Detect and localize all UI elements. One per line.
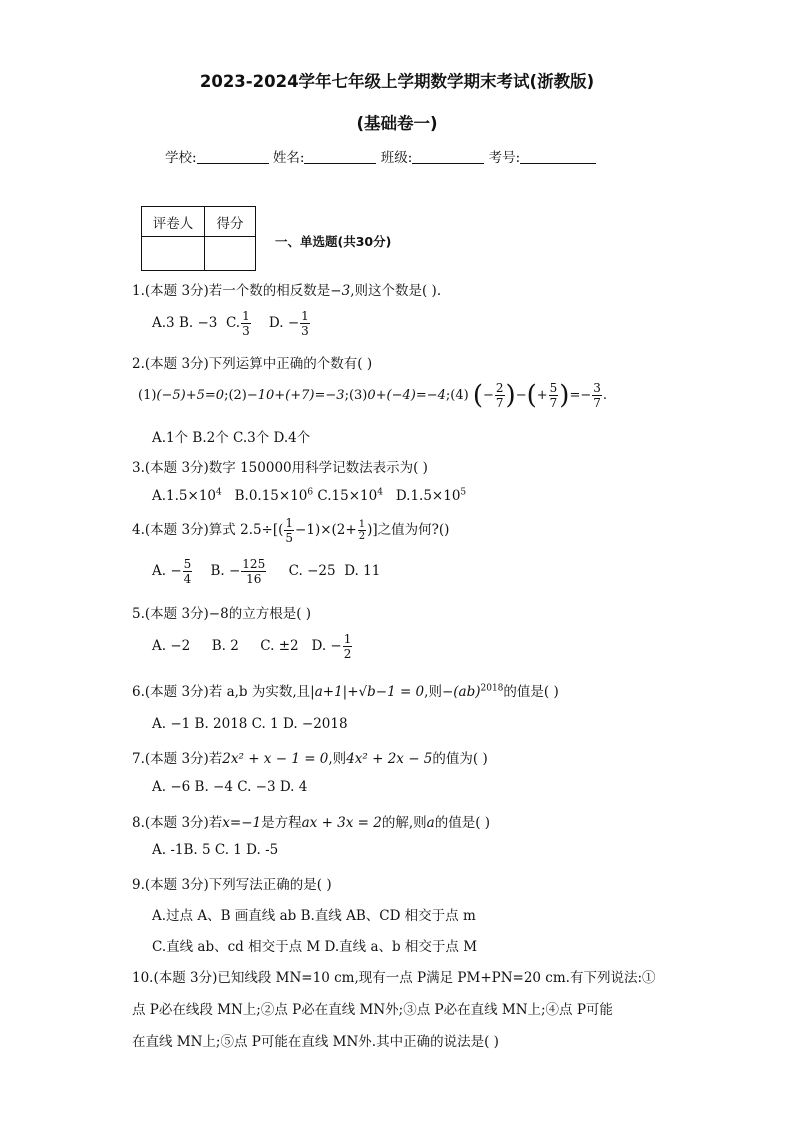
page-subtitle: (基础卷一): [356, 114, 438, 133]
q4-option-b[interactable]: B. − $\frac{125}{16}$: [210, 557, 266, 586]
q3-option-d[interactable]: $D.1.5\times 10^5$: [395, 487, 467, 504]
q5-option-a[interactable]: A. −2: [152, 638, 191, 654]
question-4-stem: 4.(本题 3分)算式 2.5÷[( $\frac{1}{5}$ −1)×(2+ $\frac{1}{2}$ )]之值为何?(): [132, 516, 450, 545]
q1-option-d-fraction: $\frac{1}{3}$: [301, 309, 309, 338]
q1-option-d[interactable]: D. −: [268, 315, 300, 331]
q7-math-2: 4x² + 2x − 5: [346, 751, 433, 767]
question-10-line-1: 10.(本题 3分)已知线段 MN=10 cm,现有一点 P满足 PM+PN=20 cm.有下列说法:①: [132, 970, 656, 986]
q5-option-b[interactable]: B. 2: [211, 638, 239, 654]
q5-option-d[interactable]: D. − $\frac{1}{2}$: [311, 632, 352, 661]
question-5-stem: 5.(本题 3分)−8的立方根是( ): [132, 606, 312, 622]
score-table: [141, 206, 256, 271]
q1-text-end: ,则这个数是( ).: [350, 283, 442, 299]
class-label: 班级:: [380, 150, 413, 166]
question-10-line-2: 点 P必在线段 MN上;②点 P必在直线 MN外;③点 P必在直线 MN上;④点 P可能: [132, 1002, 613, 1018]
q2-expr-1: (−5)+5=0: [156, 388, 225, 403]
q1-option-c[interactable]: C.: [225, 315, 241, 331]
question-9-options-row-2[interactable]: C.直线 ab、cd 相交于点 M D.直线 a、b 相交于点 M: [152, 939, 478, 955]
number-field[interactable]: [520, 149, 596, 164]
question-1-options: [152, 309, 311, 338]
question-2-items: (1)(−5)+5=0;(2)−10+(+7)=−3;(3)0+(−4)=−4;(4) (− $\frac{2}{7}$ )−(+ $\frac{5}{7}$ )=− $\frac{3}{7}$ .: [138, 380, 608, 411]
name-label: 姓名:: [272, 150, 305, 166]
question-6-options[interactable]: A. −1 B. 2018 C. 1 D. −2018: [152, 716, 348, 732]
section-heading: 一、单选题(共30分): [275, 234, 392, 249]
q7-math-1: 2x² + x − 1 = 0: [222, 751, 329, 767]
q3-option-a[interactable]: $A.1.5\times 10^4$: [152, 487, 222, 504]
q6-math-condition: |a+1|+√b−1 = 0: [310, 684, 425, 700]
score-cell[interactable]: [205, 237, 256, 271]
score-header: 得分: [205, 207, 256, 237]
q4-option-d[interactable]: D. 11: [344, 563, 381, 579]
school-field[interactable]: [197, 149, 269, 164]
q6-math-expression: −(ab): [441, 684, 481, 700]
school-label: 学校:: [165, 150, 197, 166]
q5-option-c[interactable]: C. ±2: [260, 638, 299, 654]
question-1-stem: [132, 279, 441, 299]
question-7-options[interactable]: A. −6 B. −4 C. −3 D. 4: [152, 779, 308, 795]
grader-cell[interactable]: [142, 237, 205, 271]
question-9-stem: 9.(本题 3分)下列写法正确的是( ): [132, 877, 332, 893]
q4-option-a[interactable]: A. − $\frac{5}{4}$: [152, 557, 192, 586]
number-label: 考号:: [488, 150, 521, 166]
q1-option-c-fraction: $\frac{1}{3}$: [242, 309, 250, 338]
question-5-options: [152, 632, 353, 661]
question-7-stem: 7.(本题 3分)若2x² + x − 1 = 0,则4x² + 2x − 5的值为( ): [132, 751, 488, 767]
q3-option-b[interactable]: $B.0.15\times 10^6$: [234, 487, 314, 504]
student-info-line: [165, 146, 596, 166]
question-8-stem: 8.(本题 3分)若x=−1是方程ax + 3x = 2的解,则a的值是( ): [132, 815, 491, 831]
class-field[interactable]: [412, 149, 484, 164]
q1-option-b[interactable]: B. −3: [178, 315, 218, 331]
question-9-options-row-1[interactable]: A.过点 A、B 画直线 ab B.直线 AB、CD 相交于点 m: [152, 908, 476, 924]
page-title: 2023-2024学年七年级上学期数学期末考试(浙教版): [199, 72, 595, 91]
q1-text: 1.(本题 3分)若一个数的相反数是: [132, 283, 331, 299]
question-3-stem: 3.(本题 3分)数字 150000用科学记数法表示为( ): [132, 460, 428, 476]
q2-expr-3: 0+(−4)=−4: [367, 388, 446, 403]
q1-option-a[interactable]: A.3: [152, 315, 175, 331]
q4-option-c[interactable]: C. −25: [288, 563, 336, 579]
q1-math: −3: [330, 283, 351, 299]
question-2-options[interactable]: A.1个 B.2个 C.3个 D.4个: [152, 430, 311, 446]
question-2-stem: 2.(本题 3分)下列运算中正确的个数有( ): [132, 356, 373, 372]
question-8-options[interactable]: A. -1B. 5 C. 1 D. -5: [152, 842, 279, 858]
q2-expr-2: −10+(+7)=−3: [246, 388, 345, 403]
question-6-stem: 6.(本题 3分)若 a,b 为实数,且|a+1|+√b−1 = 0,则−(ab)$^{2018}$的值是( ): [132, 683, 559, 700]
name-field[interactable]: [304, 149, 376, 164]
question-4-options: [152, 557, 380, 586]
grader-header: 评卷人: [142, 207, 205, 237]
question-3-options: [152, 487, 466, 504]
question-10-line-3: 在直线 MN上;⑤点 P可能在直线 MN外.其中正确的说法是( ): [132, 1034, 499, 1050]
q3-option-c[interactable]: $C.15\times 10^4$: [317, 487, 383, 504]
q2-expr-4: (− $\frac{2}{7}$ )−(+ $\frac{5}{7}$ )=− $\frac{3}{7}$ .: [472, 380, 608, 411]
